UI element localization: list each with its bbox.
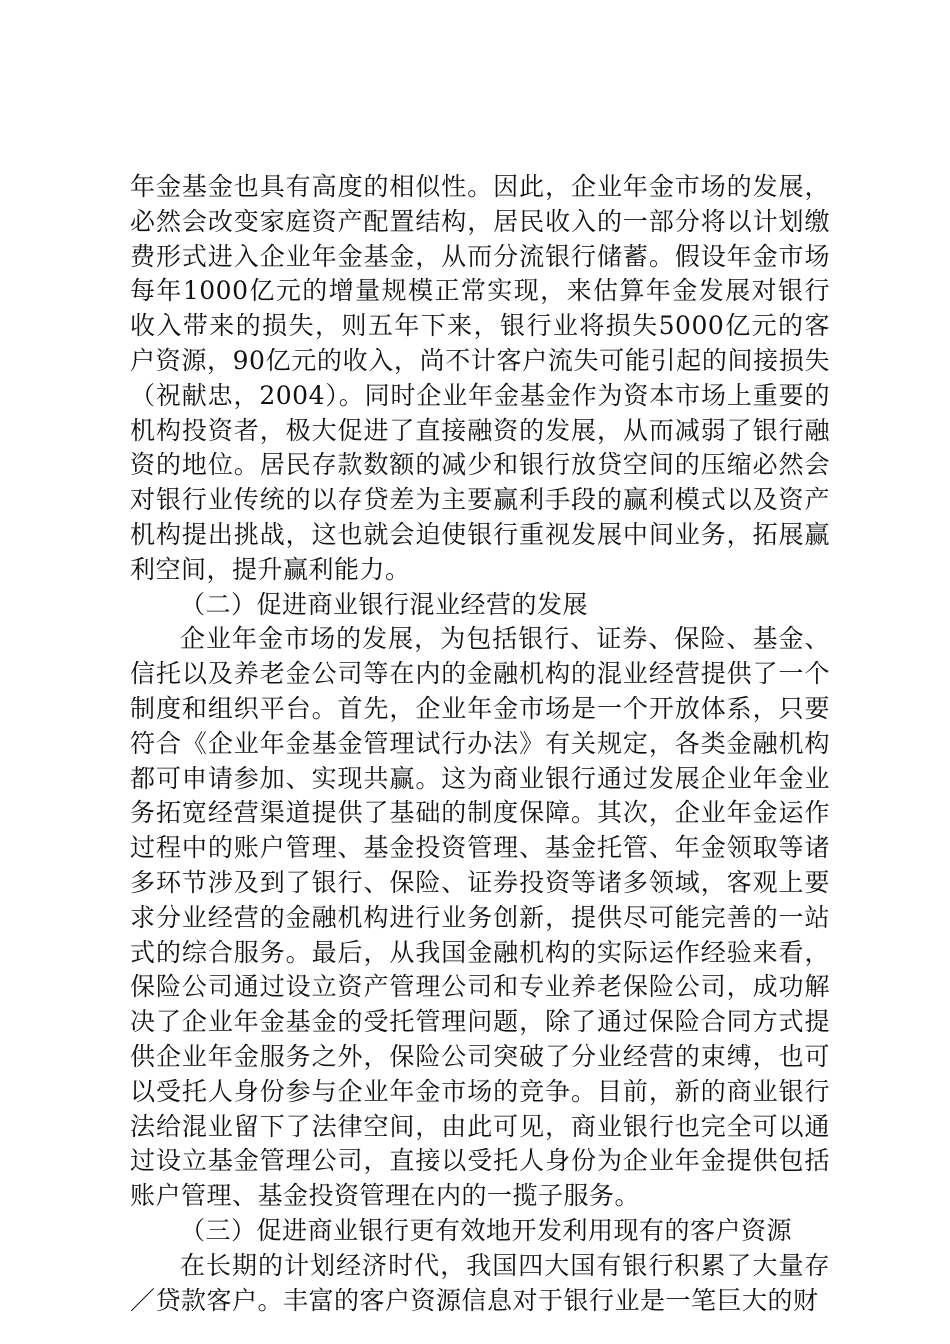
paragraph-section-3: 在长期的计划经济时代，我国四大国有银行积累了大量存／贷款客户。丰富的客户资源信息对于银行业是一笔巨大的财 xyxy=(130,1250,830,1315)
section-heading-3: （三）促进商业银行更有效地开发利用现有的客户资源 xyxy=(180,1215,793,1245)
paragraph-section-2: 企业年金市场的发展，为包括银行、证券、保险、基金、信托以及养老金公司等在内的金融机构的混业经营提供了一个制度和组织平台。首先，企业年金市场是一个开放体系，只要符合《企业年金基金管理试行办法》有关规定，各类金融机构都可申请参加、实现共赢。这为商业银行通过发展企业年金业务拓宽经营渠道提供了基础的制度保障。其次，企业年金运作过程中的账户管理、基金投资管理、基金托管、年金领取等诸多环节涉及到了银行、保险、证券投资等诸多领域，客观上要求分业经营的金融机构进行业务创新，提供尽可能完善的一站式的综合服务。最后，从我国金融机构的实际运作经验来看，保险公司通过设立资产管理公司和专业养老保险公司，成功解决了企业年金基金的受托管理问题，除了通过保险合同方式提供企业年金服务之外，保险公司突破了分业经营的束缚，也可以受托人身份参与企业年金市场的竞争。目前，新的商业银行法给混业留下了法律空间，由此可见，商业银行也完全可以通过设立基金管理公司，直接以受托人身份为企业年金提供包括账户管理、基金投资管理在内的一揽子服务。 xyxy=(130,624,830,1211)
document-page xyxy=(130,170,830,1318)
paragraph-continued: 年金基金也具有高度的相似性。因此，企业年金市场的发展，必然会改变家庭资产配置结构，居民收入的一部分将以计划缴费形式进入企业年金基金，从而分流银行储蓄。假设年金市场每年1000亿元的增量规模正常实现，来估算年金发展对银行收入带来的损失，则五年下来，银行业将损失5000亿元的客户资源，90亿元的收入，尚不计客户流失可能引起的间接损失（祝献忠，2004）。同时企业年金基金作为资本市场上重要的机构投资者，极大促进了直接融资的发展，从而减弱了银行融资的地位。居民存款数额的减少和银行放贷空间的压缩必然会对银行业传统的以存贷差为主要赢利手段的赢利模式以及资产机构提出挑战，这也就会迫使银行重视发展中间业务，拓展赢利空间，提升赢利能力。 xyxy=(130,172,830,584)
section-heading-2: （二）促进商业银行混业经营的发展 xyxy=(180,589,589,619)
